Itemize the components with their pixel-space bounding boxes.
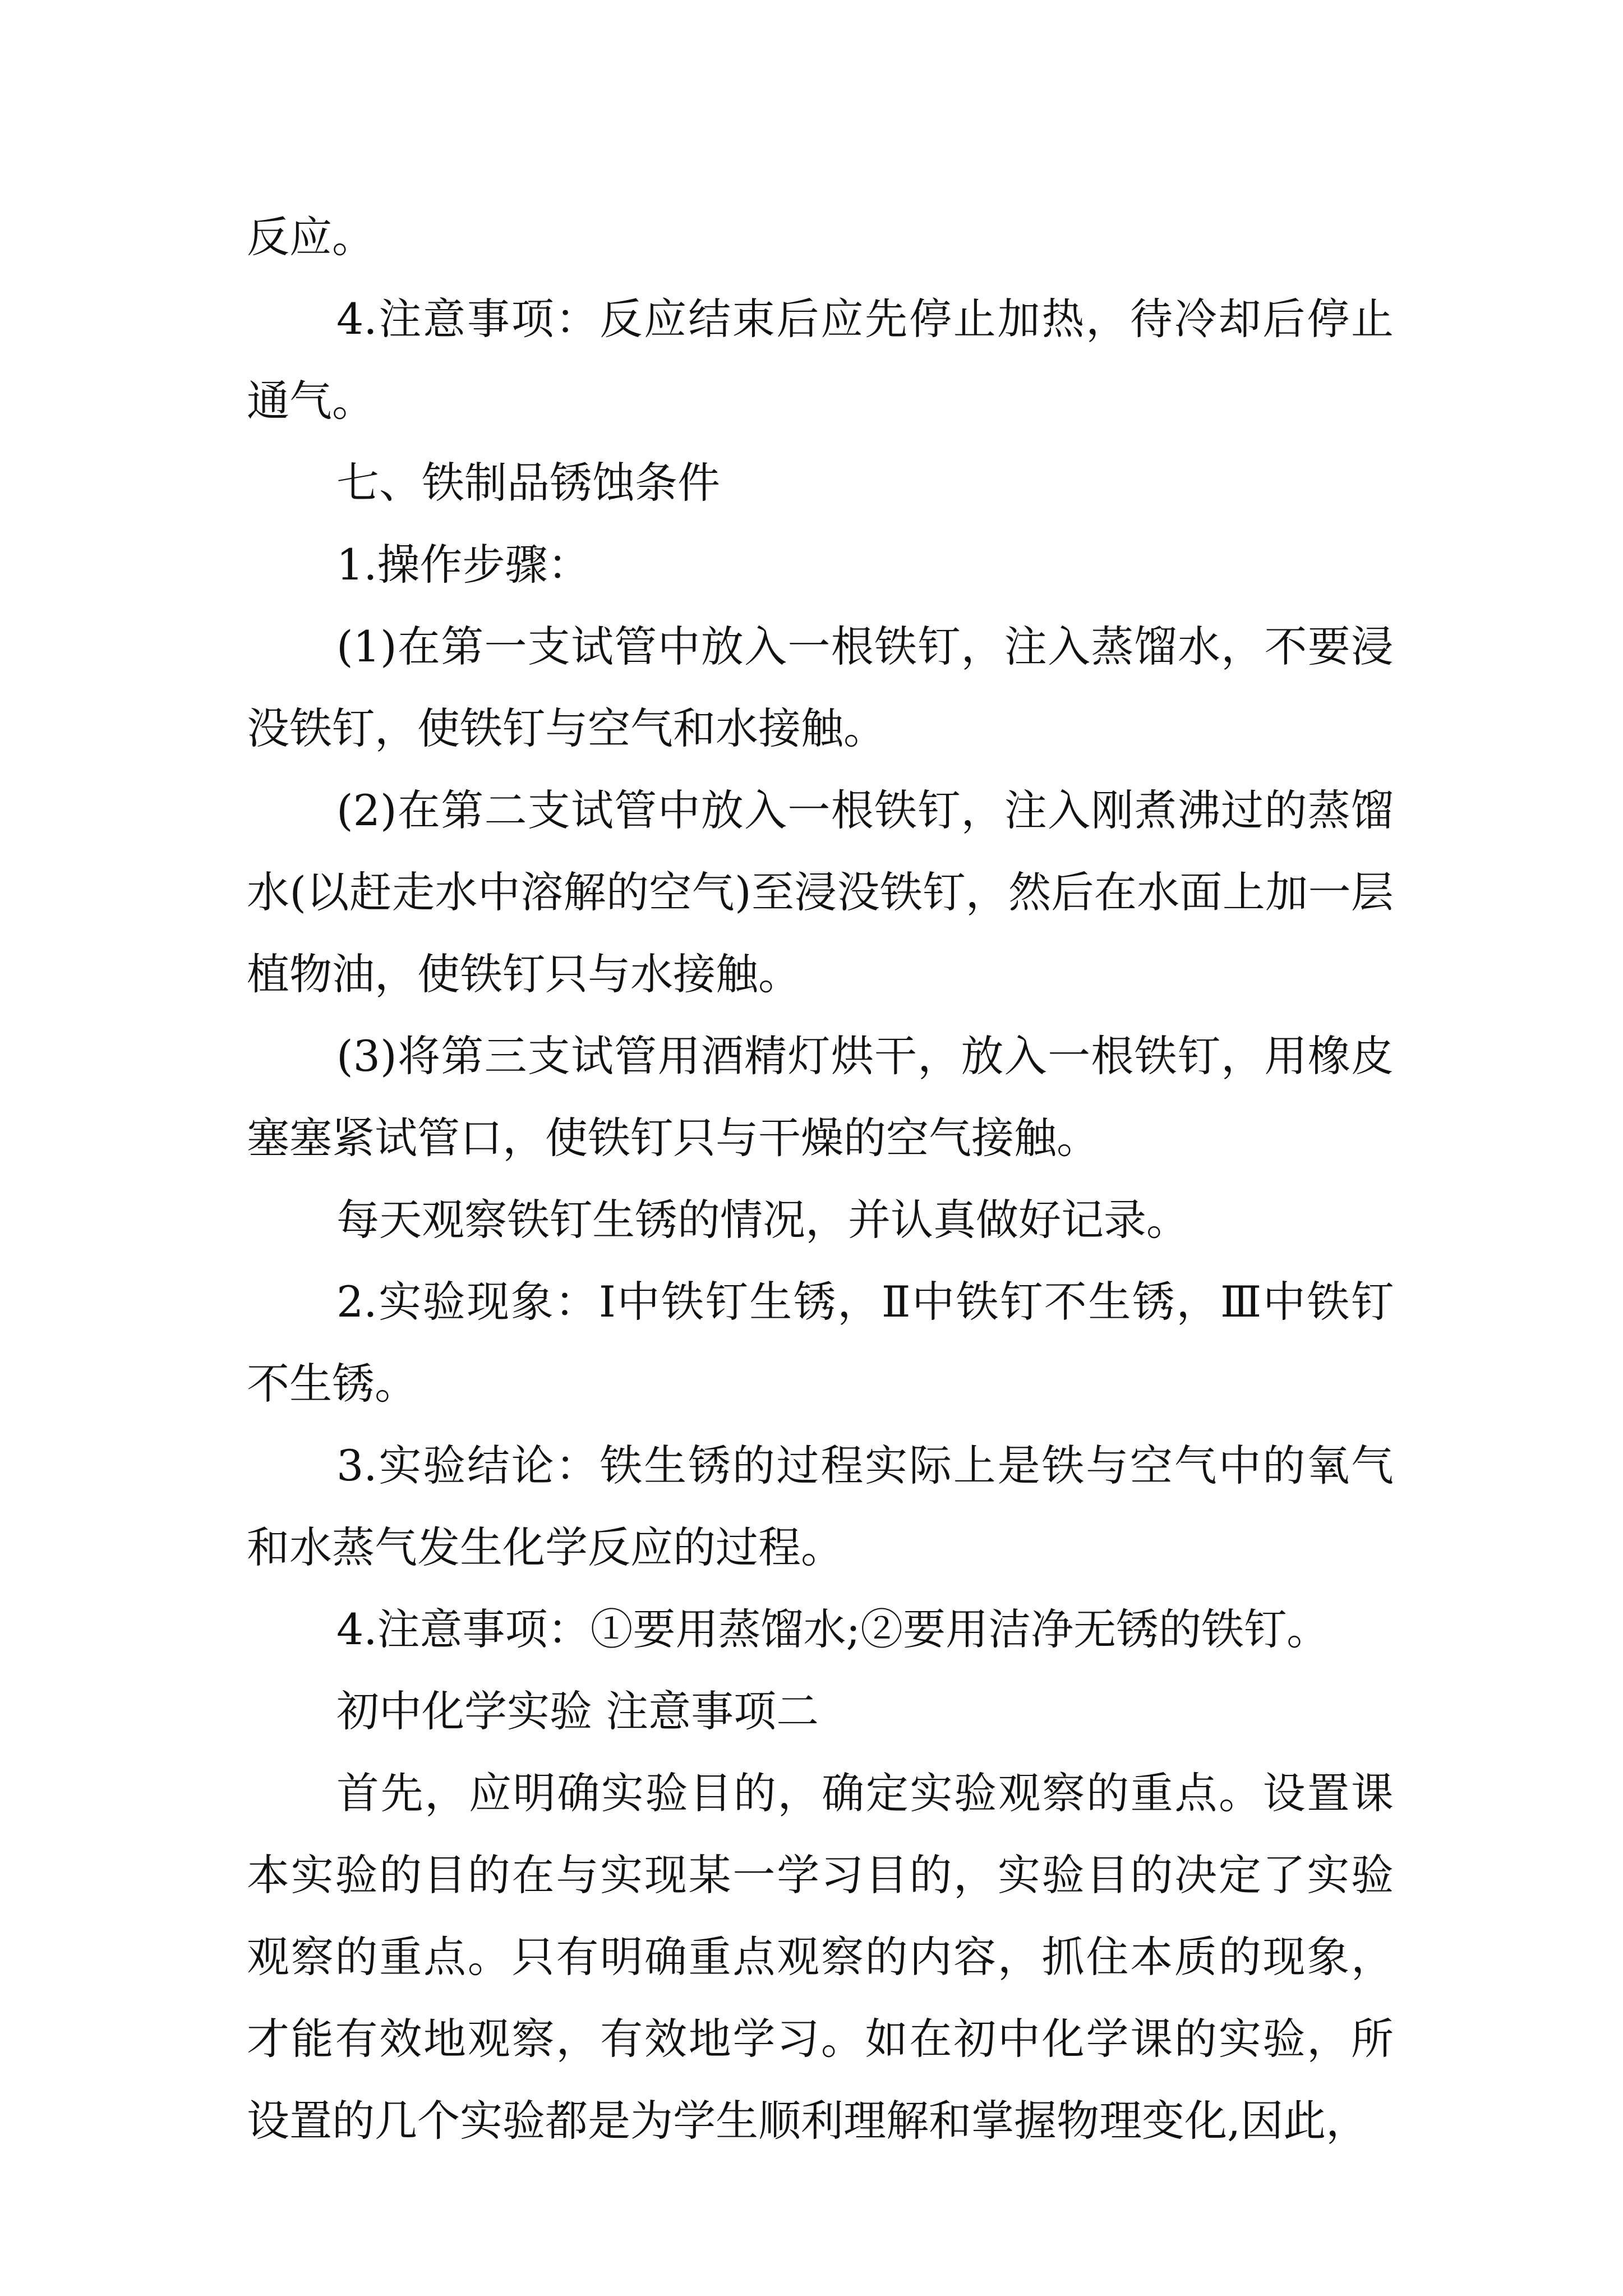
paragraph-continuation: 反应。 <box>247 212 375 262</box>
paragraph-phenomena: 2.实验现象：Ⅰ中铁钉生锈，Ⅱ中铁钉不生锈，Ⅲ中铁钉不生锈。 <box>247 1277 1394 1409</box>
paragraph-step-2: (2)在第二支试管中放入一根铁钉，注入刚煮沸过的蒸馏水(以赶走水中溶解的空气)至浸没铁钉，然后在水面上加一层植物油，使铁钉只与水接触。 <box>247 785 1394 999</box>
section-heading-notes-two: 初中化学实验 注意事项二 <box>336 1686 819 1736</box>
paragraph-notes-rust: 4.注意事项：①要用蒸馏水;②要用洁净无锈的铁钉。 <box>336 1604 1330 1654</box>
document-body <box>247 196 1394 2162</box>
paragraph-daily-observation: 每天观察铁钉生锈的情况，并认真做好记录。 <box>336 1195 1189 1245</box>
paragraph-notes-reaction: 4.注意事项：反应结束后应先停止加热，待冷却后停止通气。 <box>247 294 1394 426</box>
paragraph-step-1: (1)在第一支试管中放入一根铁钉，注入蒸馏水，不要浸没铁钉，使铁钉与空气和水接触。 <box>247 622 1394 753</box>
paragraph-first-principle: 首先，应明确实验目的，确定实验观察的重点。设置课本实验的目的在与实现某一学习目的，实验目的决定了实验观察的重点。只有明确重点观察的内容，抓住本质的现象，才能有效地观察，有效地学习。如在初中化学课的实验，所设置的几个实验都是为学生顺利理解和掌握物理变化,因此， <box>247 1768 1394 2146</box>
paragraph-step-3: (3)将第三支试管用酒精灯烘干，放入一根铁钉，用橡皮塞塞紧试管口，使铁钉只与干燥的空气接触。 <box>247 1031 1394 1163</box>
subheading-procedure: 1.操作步骤： <box>336 540 591 590</box>
paragraph-conclusion: 3.实验结论：铁生锈的过程实际上是铁与空气中的氧气和水蒸气发生化学反应的过程。 <box>247 1441 1394 1572</box>
section-heading-rust-conditions: 七、铁制品锈蚀条件 <box>336 458 720 508</box>
